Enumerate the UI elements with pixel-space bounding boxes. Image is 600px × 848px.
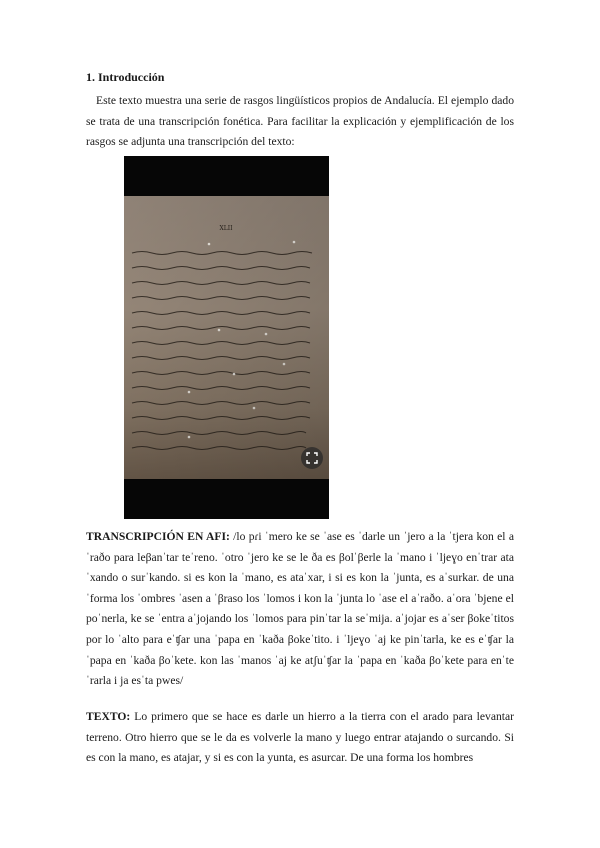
page-mark: XLII (219, 225, 233, 232)
texto-label: TEXTO: (86, 710, 131, 723)
texto-text: Lo primero que se hace es darle un hierro a la tierra con el arado para levantar terreno. Otro hierro que se le da es volverle la mano y luego entrar atajando o surcando. Si es con la mano, es atajar, y si es con la yunta, es asurcar. De una forma los hombres (86, 710, 514, 765)
manuscript-photo (124, 156, 329, 519)
section-heading: 1. Introducción (86, 70, 165, 84)
transcription-text: /lo pɾi ˈmero ke se ˈase es ˈdarle un ˈjero a la ˈtjera kon el aˈraðo para leβanˈtar teˈreno. ˈotro ˈjero ke se le ða es βolˈβerle la ˈmano i ˈljeɣo enˈtrar ataˈxando o surˈkando. si es kon la ˈmano, es ataˈxar, i si es kon la ˈjunta, es aˈsurkar. de una ˈforma los ˈombres ˈasen a ˈβraso los ˈlomos i kon la ˈjunta lo ˈase el aˈraðo. aˈora ˈbjene el poˈnerla, ke se ˈentra aˈjojando los ˈlomos para pinˈtar la seˈmija. aˈjojar es aˈser βokeˈtitos por lo ˈalto para eˈʧar una ˈpapa en ˈkaða βokeˈtito. i ˈljeɣo ˈaj ke pinˈtarla, ke es eˈʧar la ˈpapa en ˈkaða βoˈkete. kon las ˈmanos ˈaj ke atʃuˈʧar la ˈpapa en ˈkaða βoˈkete para enˈteˈrarla i ja esˈta pwes/ (86, 530, 514, 688)
texto-paragraph (86, 707, 514, 769)
manuscript-paper (124, 196, 329, 479)
expand-icon (306, 452, 318, 464)
expand-button[interactable] (301, 447, 323, 469)
transcription-label: TRANSCRIPCIÓN EN AFI: (86, 530, 230, 543)
handwriting-lines (124, 196, 329, 479)
transcription-paragraph (86, 527, 514, 692)
intro-paragraph: Este texto muestra una serie de rasgos lingüísticos propios de Andalucía. El ejemplo dado se trata de una transcripción fonética. Para facilitar la explicación y ejemplificación de los rasgos se adjunta una transcripción del texto: (86, 94, 514, 149)
